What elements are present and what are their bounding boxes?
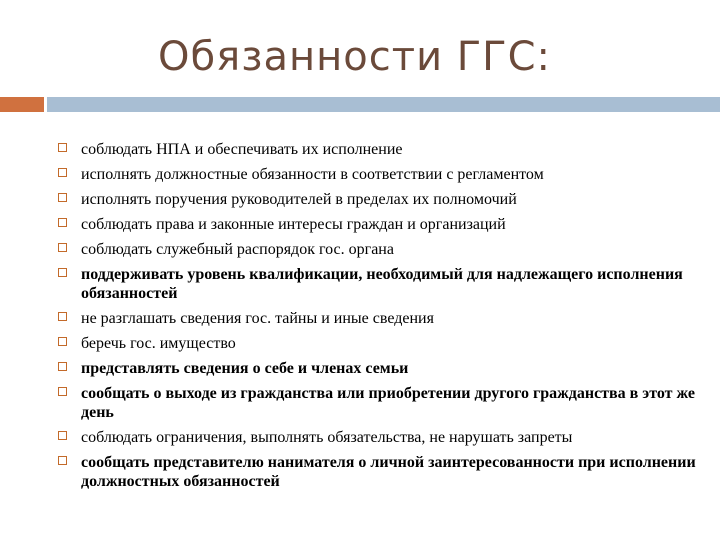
bullet-icon [58,168,67,177]
list-item [58,334,708,353]
list-item-text: соблюдать права и законные интересы граждан и организаций [81,216,506,233]
bullet-icon [58,362,67,371]
list-item [58,215,708,234]
list-item [58,359,708,378]
bullet-icon [58,387,67,396]
bullet-icon [58,337,67,346]
list-item [58,140,708,159]
list-item [58,309,708,328]
list-item-text: поддерживать уровень квалификации, необходимый для надлежащего исполнения обязанностей [81,266,683,302]
list-item [58,428,708,447]
bullet-icon [58,243,67,252]
list-item-text: исполнять должностные обязанности в соответствии с регламентом [81,166,544,183]
bullet-icon [58,143,67,152]
bullet-icon [58,268,67,277]
slide-title: Обязанности ГГС: [158,34,551,80]
list-item-text: соблюдать НПА и обеспечивать их исполнение [81,141,403,158]
list-item-text: сообщать о выходе из гражданства или приобретении другого гражданства в этот же день [81,385,696,421]
list-item-text: сообщать представителю нанимателя о личной заинтересованности при исполнении должностных обязанностей [81,454,696,490]
list-item-text: беречь гос. имущество [81,335,236,352]
bullet-icon [58,218,67,227]
title-rule [47,97,720,112]
bullet-icon [58,456,67,465]
duties-list [58,140,708,497]
list-item-text: соблюдать служебный распорядок гос. органа [81,241,394,258]
bullet-icon [58,312,67,321]
title-rule-accent [0,97,44,112]
list-item [58,265,708,303]
list-item [58,190,708,209]
list-item-text: представлять сведения о себе и членах семьи [81,360,409,377]
list-item-text: соблюдать ограничения, выполнять обязательства, не нарушать запреты [81,429,573,446]
list-item [58,165,708,184]
bullet-icon [58,431,67,440]
list-item-text: не разглашать сведения гос. тайны и иные сведения [81,310,434,327]
list-item [58,453,708,491]
list-item-text: исполнять поручения руководителей в пределах их полномочий [81,191,517,208]
bullet-icon [58,193,67,202]
list-item [58,384,708,422]
list-item [58,240,708,259]
